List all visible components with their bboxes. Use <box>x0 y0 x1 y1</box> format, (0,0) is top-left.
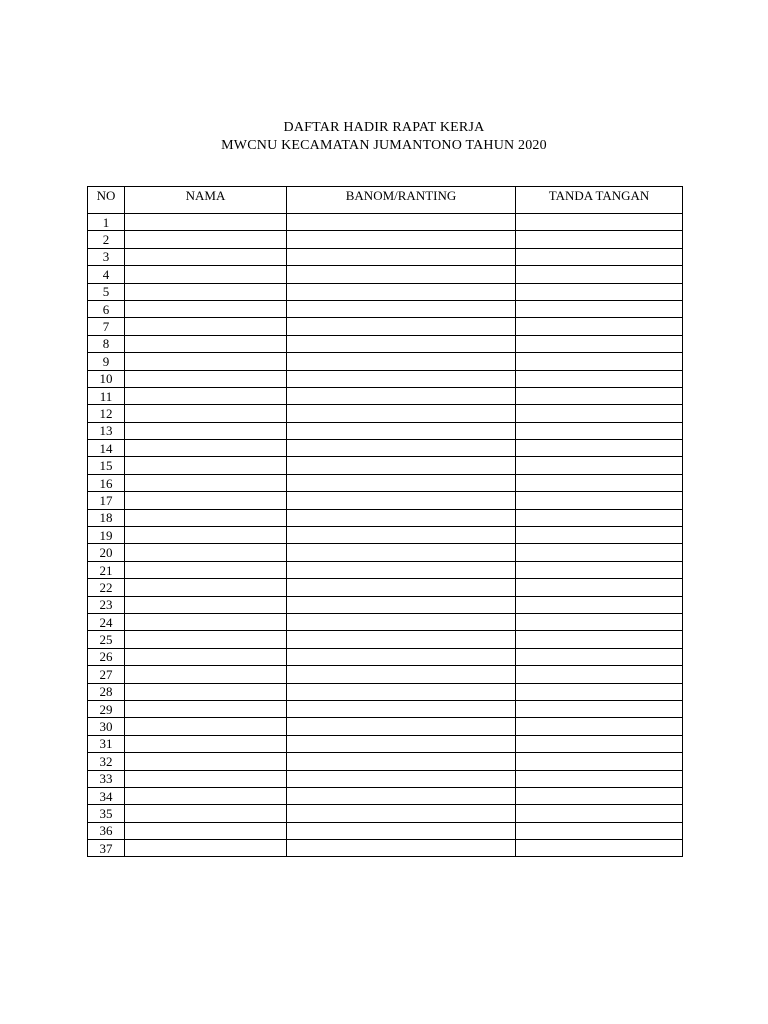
nama-cell <box>125 579 287 596</box>
tanda-tangan-cell <box>516 596 683 613</box>
banom-ranting-cell <box>287 579 516 596</box>
row-number: 24 <box>88 613 125 630</box>
tanda-tangan-cell <box>516 266 683 283</box>
nama-cell <box>125 300 287 317</box>
table-row <box>88 370 683 387</box>
tanda-tangan-cell <box>516 700 683 717</box>
nama-cell <box>125 770 287 787</box>
banom-ranting-cell <box>287 683 516 700</box>
table-row <box>88 353 683 370</box>
row-number: 14 <box>88 440 125 457</box>
table-row <box>88 840 683 857</box>
row-number: 20 <box>88 544 125 561</box>
tanda-tangan-cell <box>516 840 683 857</box>
nama-cell <box>125 666 287 683</box>
nama-cell <box>125 509 287 526</box>
banom-ranting-cell <box>287 631 516 648</box>
banom-ranting-cell <box>287 753 516 770</box>
table-row <box>88 753 683 770</box>
banom-ranting-cell <box>287 335 516 352</box>
header-tanda-tangan: TANDA TANGAN <box>516 187 683 214</box>
row-number: 12 <box>88 405 125 422</box>
banom-ranting-cell <box>287 700 516 717</box>
nama-cell <box>125 283 287 300</box>
table-row <box>88 544 683 561</box>
table-row <box>88 266 683 283</box>
banom-ranting-cell <box>287 666 516 683</box>
tanda-tangan-cell <box>516 613 683 630</box>
tanda-tangan-cell <box>516 318 683 335</box>
tanda-tangan-cell <box>516 683 683 700</box>
tanda-tangan-cell <box>516 457 683 474</box>
tanda-tangan-cell <box>516 387 683 404</box>
tanda-tangan-cell <box>516 770 683 787</box>
tanda-tangan-cell <box>516 527 683 544</box>
tanda-tangan-cell <box>516 822 683 839</box>
tanda-tangan-cell <box>516 440 683 457</box>
nama-cell <box>125 422 287 439</box>
table-header-row <box>88 187 683 214</box>
tanda-tangan-cell <box>516 735 683 752</box>
banom-ranting-cell <box>287 387 516 404</box>
nama-cell <box>125 457 287 474</box>
banom-ranting-cell <box>287 440 516 457</box>
nama-cell <box>125 840 287 857</box>
document-title: DAFTAR HADIR RAPAT KERJA <box>283 120 485 135</box>
table-row <box>88 527 683 544</box>
row-number: 36 <box>88 822 125 839</box>
table-body <box>88 214 683 857</box>
document-subtitle: MWCNU KECAMATAN JUMANTONO TAHUN 2020 <box>221 138 547 153</box>
nama-cell <box>125 822 287 839</box>
tanda-tangan-cell <box>516 787 683 804</box>
header-no: NO <box>88 187 125 214</box>
row-number: 1 <box>88 214 125 231</box>
table-row <box>88 561 683 578</box>
nama-cell <box>125 544 287 561</box>
banom-ranting-cell <box>287 718 516 735</box>
table-row <box>88 422 683 439</box>
table-row <box>88 718 683 735</box>
table-row <box>88 579 683 596</box>
nama-cell <box>125 248 287 265</box>
tanda-tangan-cell <box>516 422 683 439</box>
tanda-tangan-cell <box>516 544 683 561</box>
tanda-tangan-cell <box>516 509 683 526</box>
tanda-tangan-cell <box>516 231 683 248</box>
tanda-tangan-cell <box>516 335 683 352</box>
banom-ranting-cell <box>287 561 516 578</box>
table-row <box>88 318 683 335</box>
table-row <box>88 248 683 265</box>
tanda-tangan-cell <box>516 214 683 231</box>
nama-cell <box>125 474 287 491</box>
table-row <box>88 683 683 700</box>
row-number: 13 <box>88 422 125 439</box>
tanda-tangan-cell <box>516 405 683 422</box>
tanda-tangan-cell <box>516 474 683 491</box>
table-row <box>88 231 683 248</box>
row-number: 31 <box>88 735 125 752</box>
table-row <box>88 214 683 231</box>
nama-cell <box>125 387 287 404</box>
nama-cell <box>125 648 287 665</box>
nama-cell <box>125 718 287 735</box>
row-number: 19 <box>88 527 125 544</box>
row-number: 33 <box>88 770 125 787</box>
table-row <box>88 387 683 404</box>
banom-ranting-cell <box>287 405 516 422</box>
table-row <box>88 509 683 526</box>
table-row <box>88 300 683 317</box>
banom-ranting-cell <box>287 509 516 526</box>
table-row <box>88 474 683 491</box>
table-row <box>88 596 683 613</box>
tanda-tangan-cell <box>516 561 683 578</box>
banom-ranting-cell <box>287 474 516 491</box>
row-number: 7 <box>88 318 125 335</box>
nama-cell <box>125 787 287 804</box>
nama-cell <box>125 753 287 770</box>
banom-ranting-cell <box>287 613 516 630</box>
row-number: 6 <box>88 300 125 317</box>
nama-cell <box>125 492 287 509</box>
row-number: 32 <box>88 753 125 770</box>
table-row <box>88 440 683 457</box>
banom-ranting-cell <box>287 266 516 283</box>
tanda-tangan-cell <box>516 492 683 509</box>
nama-cell <box>125 561 287 578</box>
tanda-tangan-cell <box>516 353 683 370</box>
row-number: 9 <box>88 353 125 370</box>
row-number: 4 <box>88 266 125 283</box>
row-number: 15 <box>88 457 125 474</box>
row-number: 30 <box>88 718 125 735</box>
nama-cell <box>125 214 287 231</box>
tanda-tangan-cell <box>516 666 683 683</box>
row-number: 17 <box>88 492 125 509</box>
tanda-tangan-cell <box>516 248 683 265</box>
row-number: 22 <box>88 579 125 596</box>
table-row <box>88 666 683 683</box>
table-row <box>88 770 683 787</box>
banom-ranting-cell <box>287 300 516 317</box>
tanda-tangan-cell <box>516 579 683 596</box>
nama-cell <box>125 805 287 822</box>
row-number: 18 <box>88 509 125 526</box>
table-row <box>88 457 683 474</box>
nama-cell <box>125 596 287 613</box>
tanda-tangan-cell <box>516 300 683 317</box>
banom-ranting-cell <box>287 805 516 822</box>
banom-ranting-cell <box>287 840 516 857</box>
table-row <box>88 492 683 509</box>
nama-cell <box>125 631 287 648</box>
tanda-tangan-cell <box>516 370 683 387</box>
table-row <box>88 805 683 822</box>
row-number: 26 <box>88 648 125 665</box>
table-row <box>88 613 683 630</box>
tanda-tangan-cell <box>516 718 683 735</box>
row-number: 35 <box>88 805 125 822</box>
banom-ranting-cell <box>287 457 516 474</box>
table-row <box>88 405 683 422</box>
nama-cell <box>125 266 287 283</box>
table-row <box>88 631 683 648</box>
table-row <box>88 735 683 752</box>
tanda-tangan-cell <box>516 648 683 665</box>
row-number: 37 <box>88 840 125 857</box>
nama-cell <box>125 335 287 352</box>
row-number: 23 <box>88 596 125 613</box>
banom-ranting-cell <box>287 527 516 544</box>
banom-ranting-cell <box>287 770 516 787</box>
tanda-tangan-cell <box>516 631 683 648</box>
tanda-tangan-cell <box>516 753 683 770</box>
banom-ranting-cell <box>287 787 516 804</box>
nama-cell <box>125 405 287 422</box>
row-number: 5 <box>88 283 125 300</box>
row-number: 27 <box>88 666 125 683</box>
table-row <box>88 283 683 300</box>
nama-cell <box>125 683 287 700</box>
banom-ranting-cell <box>287 318 516 335</box>
row-number: 2 <box>88 231 125 248</box>
header-nama: NAMA <box>125 187 287 214</box>
table-row <box>88 335 683 352</box>
nama-cell <box>125 231 287 248</box>
nama-cell <box>125 370 287 387</box>
row-number: 16 <box>88 474 125 491</box>
row-number: 3 <box>88 248 125 265</box>
banom-ranting-cell <box>287 596 516 613</box>
nama-cell <box>125 735 287 752</box>
banom-ranting-cell <box>287 544 516 561</box>
row-number: 29 <box>88 700 125 717</box>
document-title-block <box>0 119 768 155</box>
banom-ranting-cell <box>287 822 516 839</box>
nama-cell <box>125 353 287 370</box>
row-number: 21 <box>88 561 125 578</box>
banom-ranting-cell <box>287 353 516 370</box>
nama-cell <box>125 527 287 544</box>
table-row <box>88 648 683 665</box>
banom-ranting-cell <box>287 735 516 752</box>
nama-cell <box>125 318 287 335</box>
banom-ranting-cell <box>287 648 516 665</box>
header-banom-ranting: BANOM/RANTING <box>287 187 516 214</box>
table-row <box>88 787 683 804</box>
banom-ranting-cell <box>287 214 516 231</box>
banom-ranting-cell <box>287 283 516 300</box>
tanda-tangan-cell <box>516 283 683 300</box>
nama-cell <box>125 613 287 630</box>
banom-ranting-cell <box>287 231 516 248</box>
table-row <box>88 822 683 839</box>
banom-ranting-cell <box>287 370 516 387</box>
row-number: 34 <box>88 787 125 804</box>
nama-cell <box>125 440 287 457</box>
table-row <box>88 700 683 717</box>
banom-ranting-cell <box>287 492 516 509</box>
tanda-tangan-cell <box>516 805 683 822</box>
attendance-table <box>87 186 683 857</box>
row-number: 28 <box>88 683 125 700</box>
nama-cell <box>125 700 287 717</box>
row-number: 10 <box>88 370 125 387</box>
banom-ranting-cell <box>287 422 516 439</box>
row-number: 11 <box>88 387 125 404</box>
row-number: 8 <box>88 335 125 352</box>
row-number: 25 <box>88 631 125 648</box>
banom-ranting-cell <box>287 248 516 265</box>
